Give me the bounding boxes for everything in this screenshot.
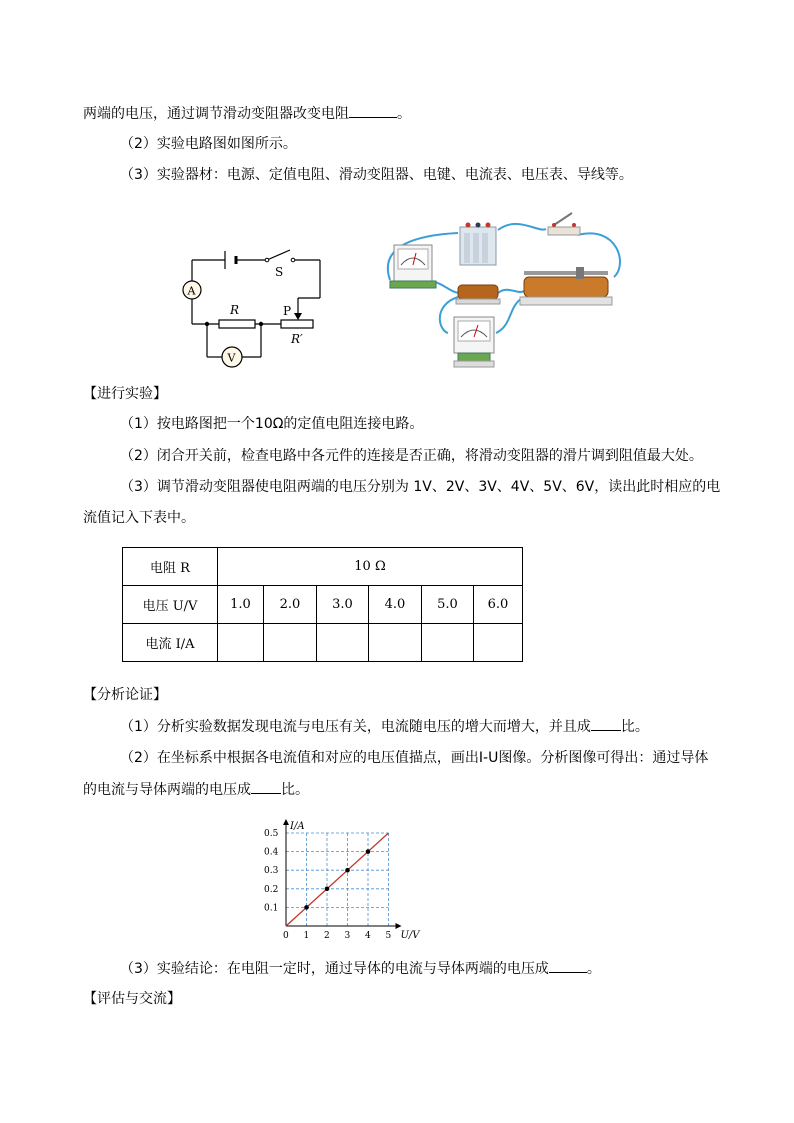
slider-arrow xyxy=(294,313,302,320)
text-line: （3）实验结论：在电阻一定时，通过导体的电流与导体两端的电压成 。 xyxy=(120,958,601,979)
data-point xyxy=(345,868,350,873)
text-line: （3）调节滑动变阻器使电阻两端的电压分别为 1V、2V、3V、4V、5V、6V，读出此时相应的电 xyxy=(120,479,721,495)
knife-switch-icon xyxy=(548,213,580,235)
current-cell[interactable] xyxy=(317,624,369,662)
ammeter-label: A xyxy=(187,284,196,298)
text-line: （2）实验电路图如图所示。 xyxy=(120,136,297,152)
voltage-cell: 5.0 xyxy=(422,586,474,624)
data-point xyxy=(366,849,371,854)
rheostat-label: R′ xyxy=(291,332,303,346)
voltage-cell: 3.0 xyxy=(317,586,369,624)
x-tick-label: 3 xyxy=(344,931,351,941)
rheostat-symbol xyxy=(281,320,313,328)
x-tick-label: 4 xyxy=(365,931,371,941)
data-point xyxy=(304,905,309,910)
current-cell[interactable] xyxy=(264,624,317,662)
table-row xyxy=(123,586,523,624)
switch-contact xyxy=(291,258,295,262)
resistor-coil-icon xyxy=(456,285,500,304)
table-header-cell: 电压 U/V xyxy=(123,586,218,624)
resistor-label: R xyxy=(230,303,240,317)
voltage-cell: 4.0 xyxy=(369,586,422,624)
y-axis-arrow xyxy=(283,819,289,825)
y-tick-label: 0.1 xyxy=(264,903,279,914)
x-tick-label: 1 xyxy=(303,931,310,941)
x-axis-arrow xyxy=(396,923,402,929)
current-cell[interactable] xyxy=(218,624,264,662)
text-line: 的电流与导体两端的电压成 比。 xyxy=(83,779,309,800)
text-line: 流值记入下表中。 xyxy=(83,510,195,526)
section-heading: 【分析论证】 xyxy=(83,687,167,703)
y-axis-label: I/A xyxy=(290,821,305,832)
answer-blank[interactable] xyxy=(349,103,397,118)
rheostat-icon xyxy=(520,267,612,305)
apparatus-photo xyxy=(378,205,628,370)
iu-graph xyxy=(255,808,435,944)
answer-blank[interactable] xyxy=(591,716,621,731)
iu-line xyxy=(286,833,389,926)
x-tick-label: 0 xyxy=(283,931,289,941)
y-tick-label: 0.5 xyxy=(264,829,279,839)
voltmeter-label: V xyxy=(227,351,236,365)
x-axis-label: U/V xyxy=(400,930,420,941)
text-line: （1）按电路图把一个10Ω的定值电阻连接电路。 xyxy=(120,416,424,432)
y-tick-label: 0.4 xyxy=(264,847,279,858)
chart-labels xyxy=(264,821,421,941)
slider-label: P xyxy=(283,304,292,318)
voltmeter-icon xyxy=(454,317,494,367)
table-row xyxy=(123,548,523,586)
x-tick-label: 2 xyxy=(324,931,330,941)
current-cell[interactable] xyxy=(369,624,422,662)
y-tick-label: 0.2 xyxy=(264,884,279,895)
chart-series xyxy=(286,833,389,926)
table-header-cell: 电流 I/A xyxy=(123,624,218,662)
text-line: （3）实验器材：电源、定值电阻、滑动变阻器、电键、电流表、电压表、导线等。 xyxy=(120,167,633,183)
text-line: （2）在坐标系中根据各电流值和对应的电压值描点，画出I-U图像。分析图像可得出：通过导体 xyxy=(120,750,709,766)
switch-label: S xyxy=(275,265,284,279)
battery-box-icon xyxy=(460,223,496,266)
table-header-cell: 电阻 R xyxy=(123,548,218,586)
text-line: （2）闭合开关前，检查电路中各元件的连接是否正确，将滑动变阻器的滑片调到阻值最大处。 xyxy=(120,448,703,464)
junction-dot xyxy=(259,322,263,326)
voltage-cell: 1.0 xyxy=(218,586,264,624)
section-heading: 【评估与交流】 xyxy=(83,991,181,1007)
table-row xyxy=(123,624,523,662)
answer-blank[interactable] xyxy=(251,779,281,794)
resistance-value-cell: 10 Ω xyxy=(218,548,523,586)
answer-blank[interactable] xyxy=(549,958,587,973)
resistor-symbol xyxy=(219,320,255,328)
ammeter-icon xyxy=(390,245,436,288)
y-tick-label: 0.3 xyxy=(264,866,279,877)
voltage-cell: 2.0 xyxy=(264,586,317,624)
current-cell[interactable] xyxy=(474,624,523,662)
x-tick-label: 5 xyxy=(385,931,392,941)
text-line: （1）分析实验数据发现电流与电压有关，电流随电压的增大而增大，并且成 比。 xyxy=(120,716,649,737)
text-line: 两端的电压，通过调节滑动变阻器改变电阻 。 xyxy=(83,103,411,124)
voltage-cell: 6.0 xyxy=(474,586,523,624)
current-cell[interactable] xyxy=(422,624,474,662)
data-point xyxy=(325,887,330,892)
junction-dot xyxy=(205,322,209,326)
data-table xyxy=(122,547,523,662)
circuit-diagram xyxy=(175,240,330,375)
section-heading: 【进行实验】 xyxy=(83,386,167,402)
switch-contact xyxy=(265,258,269,262)
